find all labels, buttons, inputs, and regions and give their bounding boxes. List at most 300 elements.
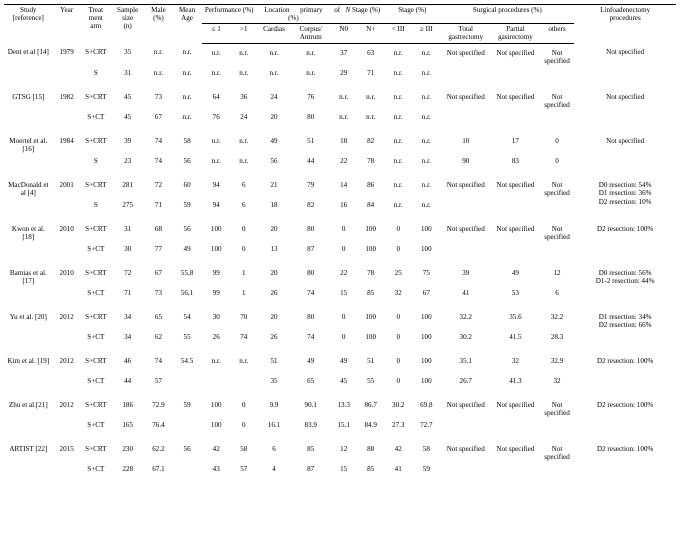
cell-year: 2012 xyxy=(59,400,74,409)
th-male: Male (%) xyxy=(144,5,172,44)
cell-loc-cardias: 35 xyxy=(270,376,278,385)
cell-stage-lt3: 41 xyxy=(394,464,402,473)
th-stage: Stage (%) xyxy=(384,5,440,24)
cell-perf-le1: 30 xyxy=(212,312,220,321)
cell-loc-cardias: 49 xyxy=(270,136,278,145)
cell-treatment-arm: S+CRT xyxy=(85,400,107,409)
cell-year: 2012 xyxy=(59,312,74,321)
cell-stage-ge3: 59 xyxy=(422,464,430,473)
cell-perf-le1: n.r. xyxy=(211,136,221,145)
cell-study: ARTIST [22] xyxy=(9,444,48,453)
cell-sample-size: 30 xyxy=(124,244,132,253)
cell-total-gastrectomy: Not specified xyxy=(446,400,485,409)
cell-mean-age xyxy=(172,420,201,440)
cell-stage-ge3: n.r. xyxy=(421,156,431,165)
cell-treatment-arm: S+CRT xyxy=(85,224,107,233)
cell-partial-gastrectomy: 41.5 xyxy=(509,332,522,341)
cell-perf-le1: 99 xyxy=(212,268,220,277)
cell-male: 71 xyxy=(154,200,162,209)
cell-loc-corpus: 51 xyxy=(307,136,315,145)
cell-mean-age: n.r. xyxy=(182,48,192,57)
cell-loc-corpus: n.r. xyxy=(306,68,316,77)
th-stage-ge3: ≥ III xyxy=(412,24,440,43)
cell-mean-age: n.r. xyxy=(182,68,192,77)
cell-loc-cardias: n.r. xyxy=(269,68,279,77)
cell-loc-cardias: 20 xyxy=(270,224,278,233)
cell-stage-ge3: n.r. xyxy=(421,92,431,101)
cell-n0: 15.1 xyxy=(337,420,350,429)
th-stage-lt3: < III xyxy=(384,24,412,43)
cell-loc-cardias: 13 xyxy=(270,244,278,253)
cell-loc-corpus: 85 xyxy=(307,444,315,453)
cell-nplus: 84.9 xyxy=(364,420,377,429)
table-body xyxy=(4,43,676,484)
cell-perf-gt1: n.r. xyxy=(239,68,249,77)
cell-mean-age: 56 xyxy=(183,444,191,453)
cell-loc-corpus: 87 xyxy=(307,244,315,253)
cell-loc-corpus: 82 xyxy=(307,200,315,209)
cell-stage-lt3: 30.2 xyxy=(392,400,405,409)
cell-lymphadenectomy: D1 resection: 34% D2 resection: 66% xyxy=(598,312,652,330)
cell-sample-size: 275 xyxy=(122,200,133,209)
cell-perf-gt1: 6 xyxy=(241,180,246,189)
cell-loc-cardias: 20 xyxy=(270,268,278,277)
cell-sample-size: 31 xyxy=(124,224,132,233)
cell-nplus: 100 xyxy=(365,332,376,341)
cell-sample-size: 31 xyxy=(124,68,132,77)
cell-partial-gastrectomy: Not specified xyxy=(496,400,535,409)
cell-n0: 22 xyxy=(340,156,348,165)
cell-n0: 0 xyxy=(341,332,346,341)
cell-perf-le1: n.r. xyxy=(211,156,221,165)
cell-nplus: 100 xyxy=(365,224,376,233)
cell-perf-le1: 43 xyxy=(212,464,220,473)
cell-lymphadenectomy: Not specified xyxy=(606,92,645,101)
cell-n0: 18 xyxy=(340,136,348,145)
cell-stage-lt3: 25 xyxy=(394,268,402,277)
th-loc-cardias: Cardias xyxy=(257,24,292,43)
cell-mean-age: n.r. xyxy=(182,112,192,121)
cell-loc-corpus: 80 xyxy=(307,268,315,277)
cell-treatment-arm: S+CRT xyxy=(85,48,107,57)
cell-perf-gt1: 6 xyxy=(241,200,246,209)
cell-loc-corpus: 44 xyxy=(307,156,315,165)
cell-mean-age: n.r. xyxy=(182,92,192,101)
cell-stage-ge3: 75 xyxy=(422,268,430,277)
cell-stage-ge3: n.r. xyxy=(421,180,431,189)
cell-stage-lt3: 0 xyxy=(396,312,400,321)
cell-study: Kim et al. [19] xyxy=(7,356,50,365)
cell-sample-size: 44 xyxy=(124,376,132,385)
cell-stage-lt3: n.r. xyxy=(393,136,403,145)
cell-stage-lt3: n.r. xyxy=(393,48,403,57)
cell-male: 62.2 xyxy=(152,444,165,453)
cell-treatment-arm: S+CT xyxy=(87,420,105,429)
cell-sample-size: 45 xyxy=(124,92,132,101)
cell-male: 72.9 xyxy=(152,400,165,409)
cell-stage-ge3: 69.8 xyxy=(420,400,433,409)
cell-n0: 37 xyxy=(340,48,348,57)
cell-mean-age: 59 xyxy=(183,200,191,209)
cell-stage-lt3: 0 xyxy=(396,332,400,341)
cell-lymphadenectomy: D0 resection: 56% D1-2 resection: 44% xyxy=(595,268,655,286)
th-partial-gastrectomy: Partial gastrectomy xyxy=(491,24,540,43)
cell-n0: 15 xyxy=(340,288,348,297)
cell-treatment-arm: S+CRT xyxy=(85,180,107,189)
cell-others-procedure: 32.2 xyxy=(550,312,564,321)
cell-mean-age: 54 xyxy=(183,312,191,321)
cell-total-gastrectomy: Not specified xyxy=(446,444,485,453)
cell-stage-ge3: n.r. xyxy=(421,200,431,209)
cell-total-gastrectomy: Not specified xyxy=(446,48,485,57)
cell-nplus: 78 xyxy=(367,268,375,277)
cell-loc-corpus: 65 xyxy=(307,376,315,385)
cell-perf-gt1: n.r. xyxy=(239,136,249,145)
cell-stage-lt3: 0 xyxy=(396,356,400,365)
cell-year: 1979 xyxy=(59,48,74,57)
cell-perf-gt1: 74 xyxy=(240,332,248,341)
cell-male: n.r. xyxy=(153,68,163,77)
cell-lymphadenectomy: D2 resection: 100% xyxy=(596,356,654,365)
cell-mean-age: 55,8 xyxy=(180,268,194,277)
cell-perf-le1 xyxy=(202,376,231,396)
cell-stage-lt3: 0 xyxy=(396,244,400,253)
cell-stage-lt3: n.r. xyxy=(393,156,403,165)
cell-treatment-arm: S+CT xyxy=(87,288,105,297)
cell-loc-corpus: 74 xyxy=(307,332,315,341)
cell-stage-ge3: 100 xyxy=(420,332,432,341)
cell-stage-lt3: 0 xyxy=(396,376,400,385)
cell-year: 1984 xyxy=(59,136,74,145)
cell-nplus: 86.7 xyxy=(364,400,377,409)
cell-mean-age: 60 xyxy=(183,180,191,189)
cell-n0: 14 xyxy=(340,180,348,189)
cell-nplus: 82 xyxy=(367,136,375,145)
cell-stage-ge3: 72.7 xyxy=(420,420,433,429)
cell-stage-ge3: n.r. xyxy=(421,136,431,145)
cell-loc-cardias: 26 xyxy=(270,332,278,341)
cell-total-gastrectomy: 90 xyxy=(462,156,470,165)
cell-male: n.r. xyxy=(153,48,163,57)
cell-stage-lt3: 42 xyxy=(394,444,402,453)
cell-n0: 13.3 xyxy=(337,400,350,409)
cell-others-procedure: Not specified xyxy=(544,48,570,65)
cell-nplus: 85 xyxy=(367,288,375,297)
cell-male: 74 xyxy=(154,136,162,145)
cell-n0: 12 xyxy=(340,444,348,453)
cell-n0: 16 xyxy=(340,200,348,209)
cell-loc-cardias: 6 xyxy=(272,444,276,453)
cell-total-gastrectomy: 10 xyxy=(462,136,470,145)
cell-partial-gastrectomy: 83 xyxy=(511,156,519,165)
cell-n0: n.r. xyxy=(339,112,349,121)
cell-partial-gastrectomy: 49 xyxy=(511,268,519,277)
cell-sample-size: 228 xyxy=(122,464,133,473)
cell-n0: 15 xyxy=(340,464,348,473)
cell-stage-ge3: 100 xyxy=(420,312,432,321)
cell-partial-gastrectomy: 17 xyxy=(511,136,519,145)
cell-perf-le1: 42 xyxy=(212,444,220,453)
cell-perf-gt1: 58 xyxy=(240,444,248,453)
cell-n0: 45 xyxy=(340,376,348,385)
cell-treatment-arm: S xyxy=(93,156,98,165)
cell-mean-age: 56 xyxy=(183,224,191,233)
cell-sample-size: 72 xyxy=(124,268,132,277)
table-row xyxy=(4,440,676,464)
cell-treatment-arm: S+CRT xyxy=(85,444,107,453)
cell-partial-gastrectomy: Not specified xyxy=(496,180,535,189)
cell-perf-gt1: 0 xyxy=(241,224,246,233)
cell-nplus: n.r. xyxy=(366,112,376,121)
cell-partial-gastrectomy: Not specified xyxy=(496,92,535,101)
cell-sample-size: 35 xyxy=(124,48,132,57)
cell-loc-corpus: 87 xyxy=(307,464,315,473)
cell-perf-le1: 26 xyxy=(212,332,220,341)
cell-perf-le1: n.r. xyxy=(211,356,221,365)
cell-loc-corpus: 79 xyxy=(307,180,315,189)
cell-year: 2001 xyxy=(59,180,74,189)
cell-partial-gastrectomy: Not specified xyxy=(496,48,535,57)
cell-treatment-arm: S xyxy=(93,68,98,77)
cell-total-gastrectomy: 30.2 xyxy=(459,332,472,341)
table-row xyxy=(4,176,676,200)
cell-nplus: 100 xyxy=(365,244,376,253)
cell-sample-size: 45 xyxy=(124,112,132,121)
cell-lymphadenectomy: D2 resection: 100% xyxy=(596,400,654,409)
cell-stage-ge3: 58 xyxy=(422,444,430,453)
cell-perf-gt1: n.r. xyxy=(239,356,249,365)
cell-loc-corpus: 90.1 xyxy=(304,400,317,409)
cell-treatment-arm: S+CT xyxy=(87,376,105,385)
th-others: others xyxy=(540,24,575,43)
cell-perf-gt1: 24 xyxy=(240,112,248,121)
cell-n0: 22 xyxy=(340,268,348,277)
cell-others-procedure: Not specified xyxy=(544,180,570,197)
cell-study: Zhu et al.[21] xyxy=(8,400,48,409)
cell-male: 77 xyxy=(154,244,162,253)
cell-sample-size: 34 xyxy=(124,332,132,341)
cell-perf-le1: 100 xyxy=(210,224,222,233)
cell-mean-age: 56 xyxy=(183,156,191,165)
th-mean-age: Mean Age xyxy=(172,5,201,44)
cell-loc-cardias: 20 xyxy=(270,312,278,321)
cell-others-procedure: 6 xyxy=(555,288,559,297)
cell-nplus: 71 xyxy=(367,68,375,77)
cell-partial-gastrectomy: Not specified xyxy=(496,224,535,233)
th-arm: Treat ment arm xyxy=(81,5,111,44)
cell-treatment-arm: S+CRT xyxy=(85,312,107,321)
cell-study: MacDonald et al [4] xyxy=(8,180,49,197)
cell-year: 1982 xyxy=(59,92,74,101)
cell-others-procedure: Not specified xyxy=(544,92,570,109)
cell-male: 74 xyxy=(154,356,162,365)
table-row xyxy=(4,88,676,112)
cell-treatment-arm: S+CT xyxy=(87,464,105,473)
cell-male: 67 xyxy=(154,268,162,277)
table-row xyxy=(4,396,676,420)
cell-mean-age: 54.5 xyxy=(180,356,194,365)
cell-perf-le1: 94 xyxy=(212,180,220,189)
cell-n0: 0 xyxy=(341,224,346,233)
cell-nplus: 78 xyxy=(367,156,375,165)
cell-n0: 0 xyxy=(341,312,346,321)
cell-total-gastrectomy: 41 xyxy=(462,288,470,297)
cell-male: 62 xyxy=(154,332,162,341)
cell-treatment-arm: S+CRT xyxy=(85,92,107,101)
cell-perf-le1: 100 xyxy=(210,420,222,429)
cell-n0: 0 xyxy=(341,244,346,253)
cell-others-procedure: Not specified xyxy=(544,224,570,241)
cell-perf-le1: 64 xyxy=(212,92,220,101)
cell-lymphadenectomy: D2 resection: 100% xyxy=(596,444,654,453)
cell-nplus: 88 xyxy=(367,444,375,453)
cell-sample-size: 71 xyxy=(124,288,132,297)
cell-treatment-arm: S+CT xyxy=(87,332,105,341)
cell-male: 73 xyxy=(154,288,162,297)
cell-stage-ge3: 67 xyxy=(422,288,430,297)
cell-perf-le1: 76 xyxy=(212,112,220,121)
cell-stage-lt3: 0 xyxy=(396,224,400,233)
cell-total-gastrectomy: 39 xyxy=(462,268,470,277)
cell-nplus: 86 xyxy=(367,180,375,189)
table-row xyxy=(4,43,676,68)
th-performance: Performance (%) xyxy=(202,5,257,24)
cell-study: Dent et al [14] xyxy=(7,48,49,57)
cell-perf-gt1: 70 xyxy=(240,312,248,321)
cell-lymphadenectomy: D2 resection: 100% xyxy=(596,224,654,233)
cell-perf-gt1: n.r. xyxy=(239,48,249,57)
table-row xyxy=(4,220,676,244)
cell-study: GTSG [15] xyxy=(12,92,45,101)
cell-sample-size: 230 xyxy=(122,444,133,453)
cell-loc-corpus: 74 xyxy=(307,288,315,297)
cell-perf-le1: 100 xyxy=(210,244,222,253)
cell-loc-cardias: 26 xyxy=(270,288,278,297)
table-row xyxy=(4,132,676,156)
cell-study: Moertel et al. [16] xyxy=(9,136,48,153)
cell-nplus: 100 xyxy=(365,312,376,321)
cell-loc-cardias: 24 xyxy=(270,92,278,101)
cell-others-procedure: 0 xyxy=(555,156,559,165)
cell-treatment-arm: S+CRT xyxy=(85,268,107,277)
th-year: Year xyxy=(53,5,81,44)
th-lymphadenectomy: Linfoadenectomy procedures xyxy=(574,5,676,44)
cell-loc-cardias: n.r. xyxy=(269,48,279,57)
cell-male: 76.4 xyxy=(152,420,165,429)
cell-male: 67 xyxy=(154,112,162,121)
cell-loc-cardias: 20 xyxy=(270,112,278,121)
cell-sample-size: 186 xyxy=(122,400,133,409)
table-row xyxy=(4,352,676,376)
cell-treatment-arm: S xyxy=(93,200,98,209)
cell-nplus: 84 xyxy=(367,200,375,209)
cell-stage-ge3: n.r. xyxy=(421,112,431,121)
cell-lymphadenectomy: Not specified xyxy=(606,48,645,57)
cell-total-gastrectomy: 35.1 xyxy=(459,356,472,365)
cell-loc-cardias: 56 xyxy=(270,156,278,165)
cell-others-procedure: 32 xyxy=(553,376,561,385)
cell-nplus: n.r. xyxy=(366,92,376,101)
cell-perf-gt1: 0 xyxy=(241,420,246,429)
cell-partial-gastrectomy: Not specified xyxy=(496,444,535,453)
cell-treatment-arm: S+CRT xyxy=(85,356,107,365)
th-sample-size: Sample size (n) xyxy=(111,5,144,44)
cell-stage-lt3: n.r. xyxy=(393,92,403,101)
cell-study: Bamias et al.[17] xyxy=(9,268,47,285)
cell-nplus: 51 xyxy=(367,356,375,365)
cell-year: 2010 xyxy=(59,268,74,277)
cell-perf-gt1: n.r. xyxy=(239,156,249,165)
cell-year: 2012 xyxy=(59,356,74,365)
cell-male: 65 xyxy=(154,312,162,321)
cell-male: 73 xyxy=(154,92,162,101)
cell-nplus: 55 xyxy=(367,376,375,385)
cell-loc-cardias: 16.1 xyxy=(267,420,281,429)
cell-n0: n.r. xyxy=(339,92,349,101)
cell-study: Kwon et al. [18] xyxy=(11,224,45,241)
cell-total-gastrectomy: 26.7 xyxy=(459,376,472,385)
cell-perf-le1: n.r. xyxy=(211,48,221,57)
cell-mean-age: 58 xyxy=(183,136,191,145)
cell-sample-size: 39 xyxy=(124,136,132,145)
cell-male: 74 xyxy=(154,156,162,165)
th-study: Study [reference] xyxy=(4,5,53,44)
study-characteristics-table xyxy=(4,4,676,484)
cell-stage-lt3: n.r. xyxy=(393,112,403,121)
cell-stage-ge3: n.r. xyxy=(421,68,431,77)
cell-mean-age: 55 xyxy=(183,332,191,341)
cell-perf-le1: 100 xyxy=(210,400,222,409)
cell-stage-lt3: 27.3 xyxy=(392,420,405,429)
cell-male: 67.1 xyxy=(152,464,165,473)
cell-treatment-arm: S+CRT xyxy=(85,136,107,145)
cell-perf-le1: 99 xyxy=(212,288,220,297)
cell-stage-lt3: n.r. xyxy=(393,200,403,209)
cell-others-procedure: 28.3 xyxy=(550,332,564,341)
cell-male: 72 xyxy=(154,180,162,189)
cell-year: 2010 xyxy=(59,224,74,233)
th-surgical: Surgical procedures (%) xyxy=(440,5,574,24)
table-row xyxy=(4,308,676,332)
th-perf-le1: ≤ 1 xyxy=(202,24,231,43)
cell-perf-gt1: 36 xyxy=(240,92,248,101)
cell-year: 2015 xyxy=(59,444,74,453)
cell-treatment-arm: S+CT xyxy=(87,112,105,121)
th-loc-corpus: Corpus/ Antrum xyxy=(291,24,330,43)
cell-total-gastrectomy: Not specified xyxy=(446,224,485,233)
cell-stage-lt3: 32 xyxy=(394,288,402,297)
cell-lymphadenectomy: D0 resection: 54% D1 resection: 36% D2 resection: 10% xyxy=(598,180,652,206)
cell-mean-age: 56,1 xyxy=(180,288,194,297)
cell-stage-ge3: 100 xyxy=(420,376,432,385)
cell-loc-corpus: 76 xyxy=(307,92,315,101)
th-nstage: of N Stage (%) xyxy=(330,5,384,24)
cell-loc-cardias: 4 xyxy=(272,464,276,473)
cell-n0: 29 xyxy=(340,68,348,77)
cell-loc-corpus: n.r. xyxy=(306,48,316,57)
header-row-top xyxy=(4,5,676,24)
cell-mean-age xyxy=(172,376,201,396)
cell-loc-corpus: 80 xyxy=(307,224,315,233)
cell-perf-le1: n.r. xyxy=(211,68,221,77)
cell-perf-gt1: 57 xyxy=(240,464,248,473)
cell-lymphadenectomy: Not specified xyxy=(606,136,645,145)
cell-loc-corpus: 80 xyxy=(307,112,315,121)
cell-perf-gt1 xyxy=(231,376,257,396)
th-nplus: N+ xyxy=(357,24,384,43)
cell-loc-corpus: 80 xyxy=(307,312,315,321)
table-row xyxy=(4,264,676,288)
